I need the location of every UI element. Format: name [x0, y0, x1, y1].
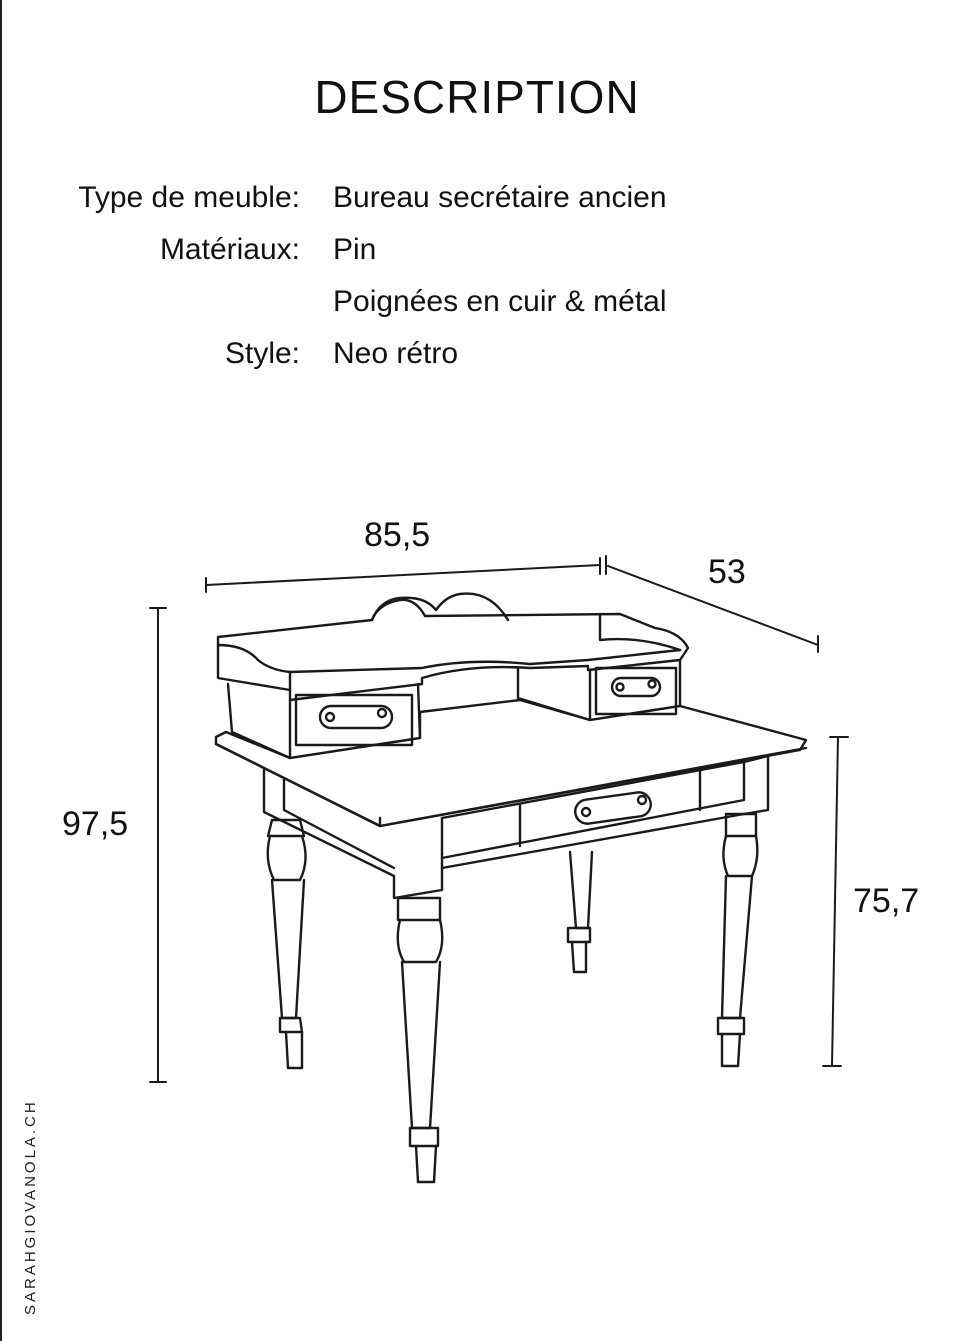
dimension-total-height: 97,5: [62, 805, 129, 843]
spec-label-type: Type de meuble:: [78, 181, 300, 214]
desk-leg-front-center: [398, 898, 443, 1182]
spec-value-materials: Pin: [333, 233, 377, 266]
spec-label-style: Style:: [224, 337, 300, 370]
spec-value-handles: Poignées en cuir & métal: [333, 285, 667, 318]
dimension-desk-height: 75,7: [853, 882, 920, 920]
desk-apron: [264, 756, 768, 898]
desk-leg-back-center: [568, 852, 592, 972]
dimension-depth: 53: [708, 553, 746, 591]
dimension-width: 85,5: [364, 516, 431, 554]
page-title: DESCRIPTION: [314, 71, 640, 123]
desk-leg-front-left: [268, 820, 306, 1068]
dimension-lines: [150, 556, 848, 1082]
spec-value-style: Neo rétro: [333, 337, 459, 370]
website-credit: [22, 1099, 44, 1315]
desk-leg-right: [718, 814, 757, 1066]
desk-top: [216, 700, 806, 826]
spec-label-materials: Matériaux:: [159, 233, 300, 266]
desk-hutch: [218, 594, 688, 758]
website-credit-text: SARAHGIOVANOLA.CH: [22, 1099, 39, 1315]
spec-value-type: Bureau secrétaire ancien: [333, 181, 667, 214]
